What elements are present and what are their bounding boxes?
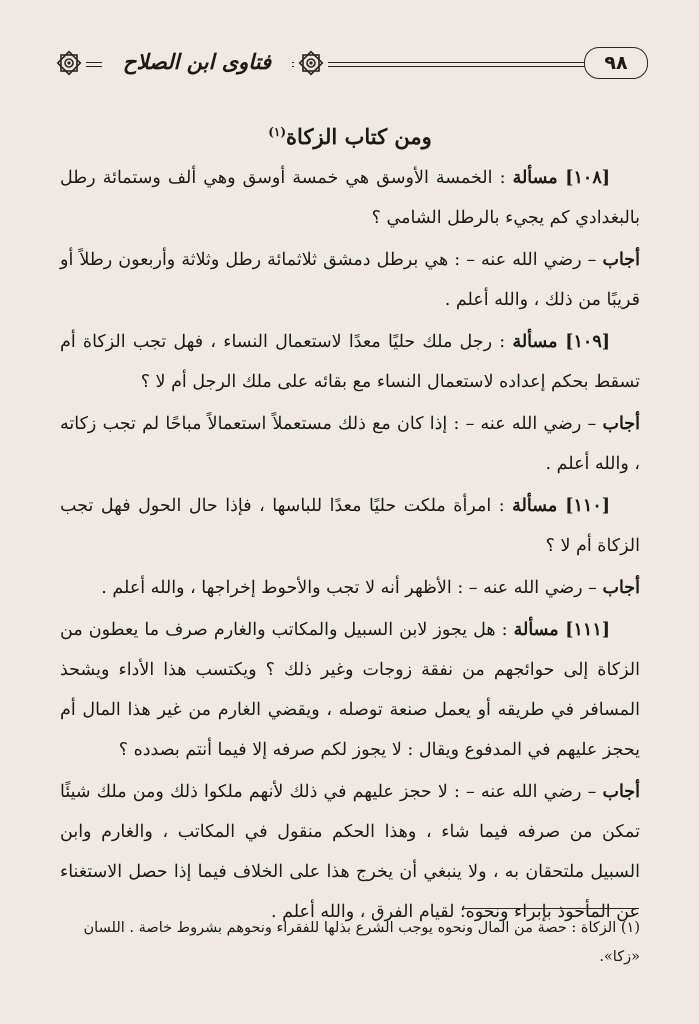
entry-label: أجاب [602, 782, 640, 802]
entry-text: : امرأة ملكت حليًا معدًا للباسها ، فإذا حال الحول فهل تجب الزكاة أم لا ؟ [60, 496, 640, 556]
question-paragraph [60, 486, 640, 566]
answer-paragraph [60, 404, 640, 484]
chapter-title-text: ومن كتاب الزكاة [286, 124, 432, 149]
entry-text: – رضي الله عنه – : الأظهر أنه لا تجب والأحوط إخراجها ، والله أعلم . [101, 578, 603, 598]
entry-label: أجاب [602, 250, 640, 270]
question-paragraph [60, 158, 640, 238]
page-number: ٩٨ [584, 47, 648, 79]
chapter-title [60, 118, 640, 156]
footnote-divider [464, 908, 639, 909]
answer-paragraph [60, 240, 640, 320]
page-header [52, 44, 648, 84]
entry-text: : رجل ملك حليًا معدًا لاستعمال النساء ، فهل تجب الزكاة أم تسقط بحكم إعداده لاستعمال النساء مع بقائه على ملك الرجل أم لا ؟ [60, 332, 640, 392]
entry-label: أجاب [602, 578, 640, 598]
page-body [60, 118, 640, 934]
entry-text: : الخمسة الأوسق هي خمسة أوسق وهي ألف وستمائة رطل بالبغدادي كم يجيء بالرطل الشامي ؟ [60, 168, 640, 228]
entry-text: : هل يجوز لابن السبيل والمكاتب والغارم صرف ما يعطون من الزكاة إلى حوائجهم من نفقة زوجات وغير ذلك ؟ ويكتسب هذا الأداء ويشحذ المسافر في طريقه أو يعمل صنعة توصله ، ويقضي الغارم من غير هذا المال أم يحجز عليهم في المدفوع ويقال : لا يجوز لكم صرفه إلا فيما أنتم بصدده ؟ [60, 620, 640, 760]
entry-text: – رضي الله عنه – : لا حجز عليهم في ذلك لأنهم ملكوا ذلك ومن ملك شيئًا تمكن من صرفه فيما شاء ، وهذا الحكم منقول في المكاتب ، والغارم وابن السبيل ملتحقان به ، ولا ينبغي أن يخرج هذا على الخلاف فيما إذا حصل الاستغناء عن المأخوذ بإبراء ونحوه؛ لقيام الفرق ، والله أعلم . [60, 782, 640, 922]
question-paragraph [60, 322, 640, 402]
answer-paragraph [60, 568, 640, 608]
book-title: فتاوى ابن الصلاح [102, 46, 292, 78]
entry-label: [١١١] مسألة [513, 620, 611, 640]
question-paragraph [60, 610, 640, 770]
entry-label: [١٠٩] مسألة [512, 332, 610, 352]
entry-label: [١٠٨] مسألة [512, 168, 611, 188]
entry-text: – رضي الله عنه – : هي برطل دمشق ثلاثمائة رطل وثلاثة وأربعون رطلاً أو قريبًا من ذلك ، والله أعلم . [60, 250, 640, 310]
entry-text: – رضي الله عنه – : إذا كان مع ذلك مستعملاً استعمالاً مباحًا لم تجب زكاته ، والله أعلم . [60, 414, 640, 474]
footnote-line: «زكا». [599, 949, 640, 965]
ornament-icon [294, 46, 328, 80]
entry-label: أجاب [602, 414, 640, 434]
footnote [60, 914, 640, 972]
entry-label: [١١٠] مسألة [512, 496, 611, 516]
footnote-line: (١) الزكاة : حصة من المال ونحوه يوجب الشرع بذلها للفقراء ونحوهم بشروط خاصة . اللسان [83, 920, 640, 936]
footnote-marker: (١) [268, 125, 287, 139]
ornament-icon [52, 46, 86, 80]
